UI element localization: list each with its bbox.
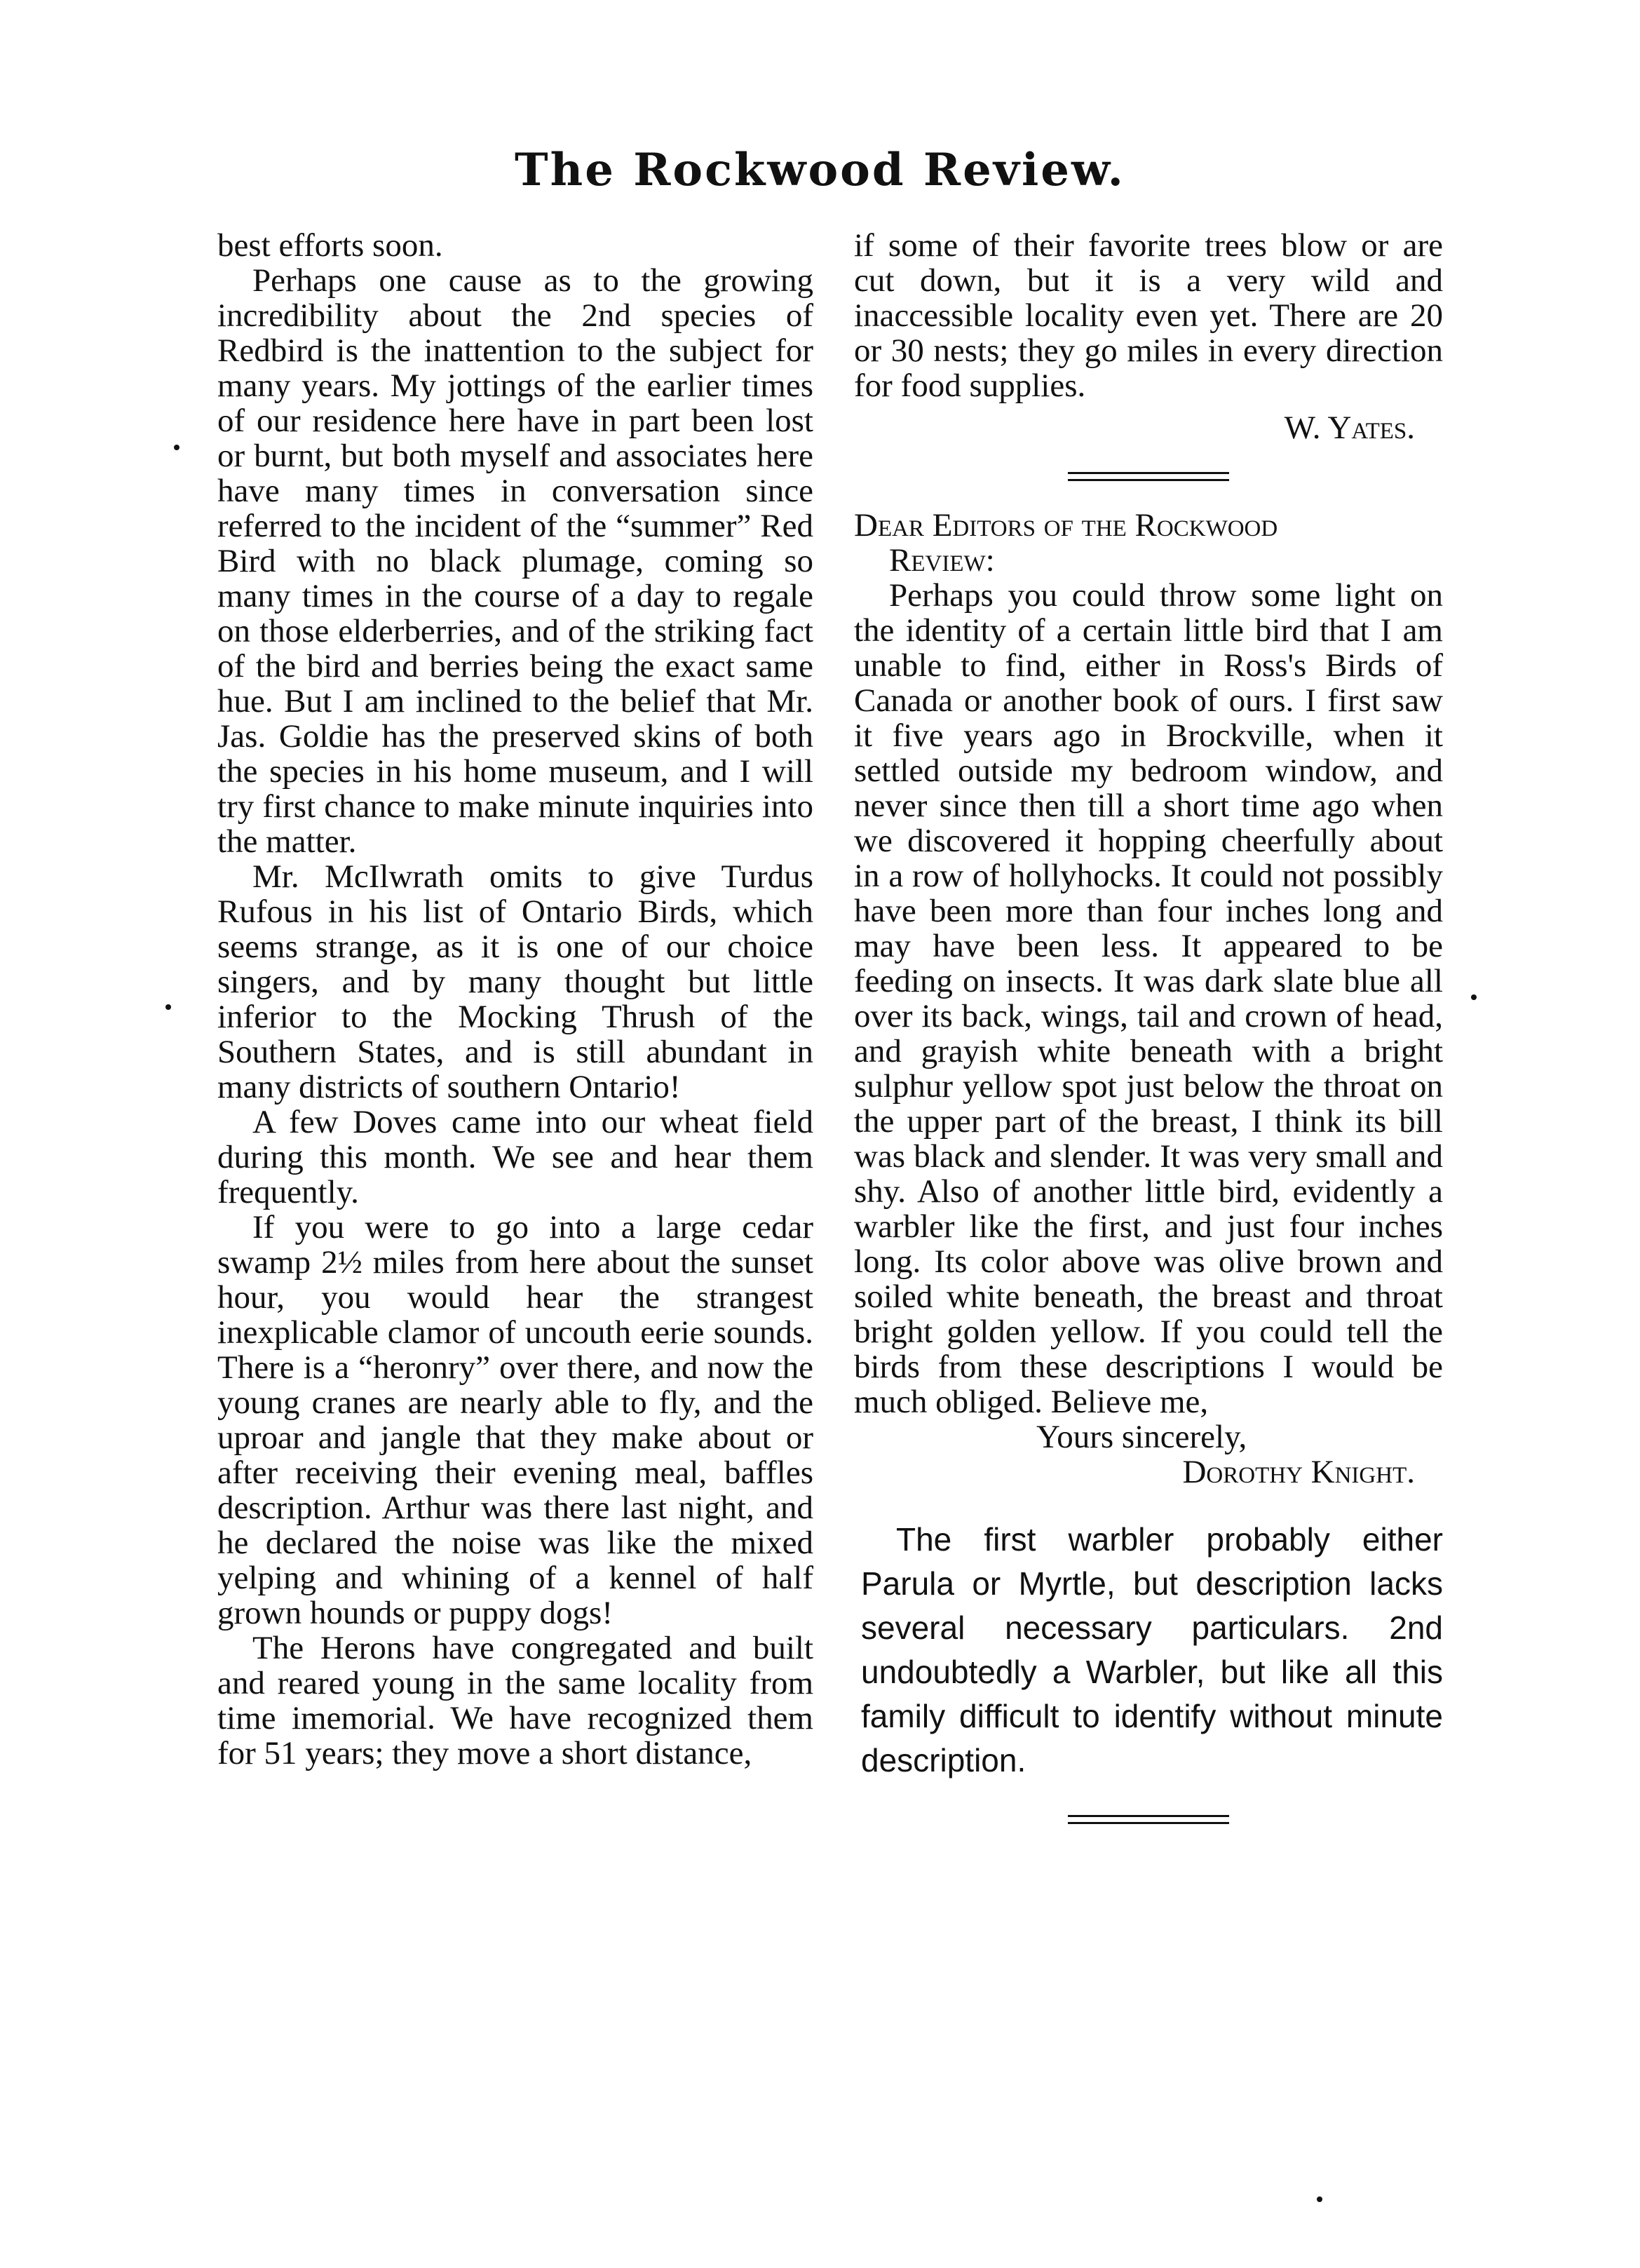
- ink-speck: [165, 1004, 171, 1010]
- divider-rule: [1068, 472, 1229, 481]
- editor-reply: The first warbler probably either Parula or Myrtle, but description lacks several necessary particulars. 2nd undoubtedly a Warbler, but like all this family difficult to identify without minute description.: [861, 1521, 1443, 1778]
- letter-body: Perhaps you could throw some light on the identity of a certain little bird that I am unable to find, either in Ross's Birds of Canada or another book of ours. I first saw it five years ago in Brockville, when it settled outside my bedroom window, and never since then till a short time ago when we discovered it hopping cheerfully about in a row of hollyhocks. It could not possibly have been more than four inches long and may have been less. It appeared to be feeding on insects. It was dark slate blue all over its back, wings, tail and crown of head, and grayish white beneath with a bright sulphur yellow spot just below the throat on the upper part of the breast, I think its bill was black and slender. It was very small and shy. Also of another little bird, evidently a warbler like the first, and just four inches long. Its color above was olive brown and soiled white beneath, the breast and throat bright golden yellow. If you could tell the birds from these descriptions I would be much obliged. Believe me,: [854, 577, 1443, 1420]
- paragraph: best efforts soon.: [217, 227, 443, 264]
- right-column: [854, 228, 1443, 1851]
- paragraph: A few Doves came into our wheat field during this month. We see and hear them frequently.: [217, 1104, 813, 1210]
- page-header-title: The Rockwood Review.: [515, 144, 1125, 196]
- signature-yates: W. Yates.: [1284, 410, 1415, 446]
- paragraph: Mr. McIlwrath omits to give Turdus Rufous in his list of Ontario Birds, which seems strange, as it is one of our choice singers, and by many thought but little inferior to the Mocking Thrush of the Southern States, and is still abundant in many districts of southern Ontario!: [217, 858, 813, 1105]
- left-column: [217, 228, 813, 1771]
- divider-rule: [1068, 1815, 1229, 1824]
- ink-speck: [174, 445, 179, 450]
- paragraph: If you were to go into a large cedar swamp 2½ miles from here about the sunset hour, you would hear the strangest inexplicable clamor of uncouth eerie sounds. There is a “heronry” over there, and now the young cranes are nearly able to fly, and the uproar and jangle that they make about or after receiving their evening meal, baffles description. Arthur was there last night, and he declared the noise was like the mixed yelping and whining of a kennel of half grown hounds or puppy dogs!: [217, 1209, 813, 1631]
- paragraph: Perhaps one cause as to the growing incredibility about the 2nd species of Redbird is the inattention to the subject for many years. My jottings of the earlier times of our residence here have in part been lost or burnt, but both myself and associates here have many times in conversation since referred to the incident of the “summer” Red Bird with no black plumage, coming so many times in the course of a day to regale on those elderberries, and of the striking fact of the bird and berries being the exact same hue. But I am inclined to the belief that Mr. Jas. Goldie has the preserved skins of both the species in his home museum, and I will try first chance to make minute inquiries into the matter.: [217, 262, 813, 860]
- paragraph: The Herons have congregated and built and reared young in the same locality from time imemorial. We have recognized them for 51 years; they move a short distance,: [217, 1630, 813, 1771]
- ink-speck: [1317, 2196, 1322, 2202]
- letter-salutation-continued: Review:: [889, 542, 995, 579]
- signature-knight: Dorothy Knight.: [1182, 1454, 1415, 1490]
- ink-speck: [1471, 994, 1477, 1000]
- continuation-paragraph: if some of their favorite trees blow or are cut down, but it is a very wild and inaccessible locality even yet. There are 20 or 30 nests; they go miles in every direction for food supplies.: [854, 227, 1443, 404]
- letter-closing: Yours sincerely,: [1036, 1419, 1247, 1455]
- letter-salutation: Dear Editors of the Rockwood: [854, 507, 1278, 544]
